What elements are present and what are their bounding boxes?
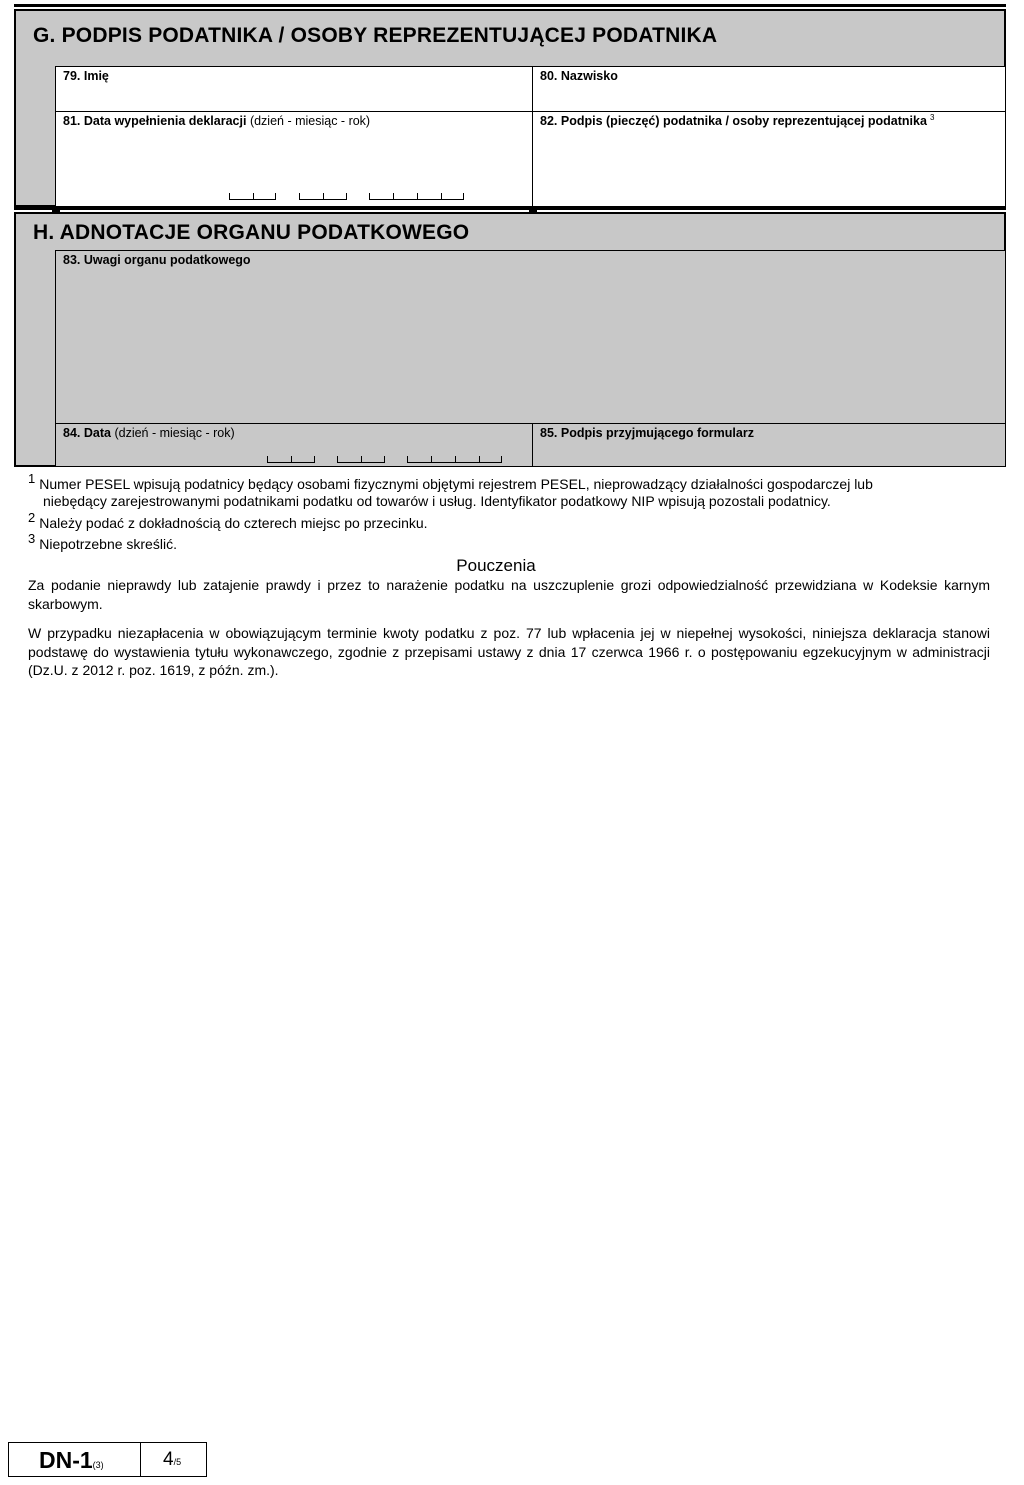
form-code-box (8, 1442, 141, 1477)
section-separator (14, 207, 1006, 210)
footnote-1 (28, 471, 928, 510)
footnote-3 (28, 531, 928, 553)
day-boxes[interactable] (229, 193, 276, 200)
day-boxes (267, 456, 315, 463)
year-boxes (407, 456, 502, 463)
footnote-3-text: Niepotrzebne skreślić. (39, 536, 177, 552)
field-81-label: 81. Data wypełnienia deklaracji (dzień - miesiąc - rok) (63, 114, 371, 128)
page-number: 4/5 (163, 1449, 182, 1470)
page-number-box (140, 1442, 207, 1477)
instructions-heading: Pouczenia (456, 556, 536, 575)
field-79-cell[interactable] (55, 66, 533, 112)
instructions-paragraph-2: W przypadku niezapłacenia w obowiązującym terminie kwoty podatku z poz. 77 lub wpłacenia jej w niepełnej wysokości, niniejsza deklaracja stanowi podstawę do wystawienia tytułu wykonawczego, zgodnie z przepisami ustawy z dnia 17 czerwca 1966 r. o postępowaniu egzekucyjnym w administracji (Dz.U. z 2012 r. poz. 1619, z późn. zm.). (28, 625, 990, 678)
section-g-title: G. PODPIS PODATNIKA / OSOBY REPREZENTUJĄCEJ PODATNIKA (33, 24, 718, 47)
field-82-label: 82. Podpis (pieczęć) podatnika / osoby reprezentującej podatnika $^3$ (540, 113, 935, 128)
field-85-cell (532, 423, 1006, 467)
month-boxes[interactable] (299, 193, 347, 200)
footnote-1-mark: 1 (28, 471, 36, 486)
footnote-3-mark: 3 (28, 531, 36, 546)
field-80-cell[interactable] (532, 66, 1006, 112)
year-boxes[interactable] (369, 193, 464, 200)
footnote-2-text: Należy podać z dokładnością do czterech miejsc po przecinku. (39, 515, 428, 531)
form-code: DN-1(3) (39, 1447, 104, 1473)
footnote-2-mark: 2 (28, 510, 36, 525)
field-81-cell[interactable] (55, 111, 533, 207)
instructions-paragraph-1: Za podanie nieprawdy lub zatajenie prawdy i przez to narażenie podatku na uszczuplenie grozi odpowiedzialność przewidziana w Kodeksie karnym skarbowym. (28, 577, 990, 612)
section-g (14, 9, 1006, 207)
field-83-label: 83. Uwagi organu podatkowego (63, 253, 251, 267)
top-rule-thick (14, 4, 1006, 7)
footnote-1-line2: niebędący zarejestrowanymi podatnikami podatku od towarów i usług. Identyfikator podatkowy NIP wpisują pozostali podatnicy. (43, 493, 831, 509)
field-79-label: 79. Imię (63, 69, 109, 83)
field-83-cell (55, 250, 1006, 424)
section-h-title: H. ADNOTACJE ORGANU PODATKOWEGO (33, 221, 470, 244)
field-80-label: 80. Nazwisko (540, 69, 618, 83)
section-h (14, 212, 1006, 467)
field-82-cell[interactable] (532, 111, 1006, 207)
month-boxes (337, 456, 385, 463)
field-84-label: 84. Data (dzień - miesiąc - rok) (63, 426, 235, 440)
field-85-label: 85. Podpis przyjmującego formularz (540, 426, 754, 440)
footnote-1-line1: Numer PESEL wpisują podatnicy będący osobami fizycznymi objętymi rejestrem PESEL, nieprowadzący działalności gospodarczej lub (39, 476, 873, 492)
field-84-cell (55, 423, 533, 467)
footnote-2 (28, 510, 928, 532)
